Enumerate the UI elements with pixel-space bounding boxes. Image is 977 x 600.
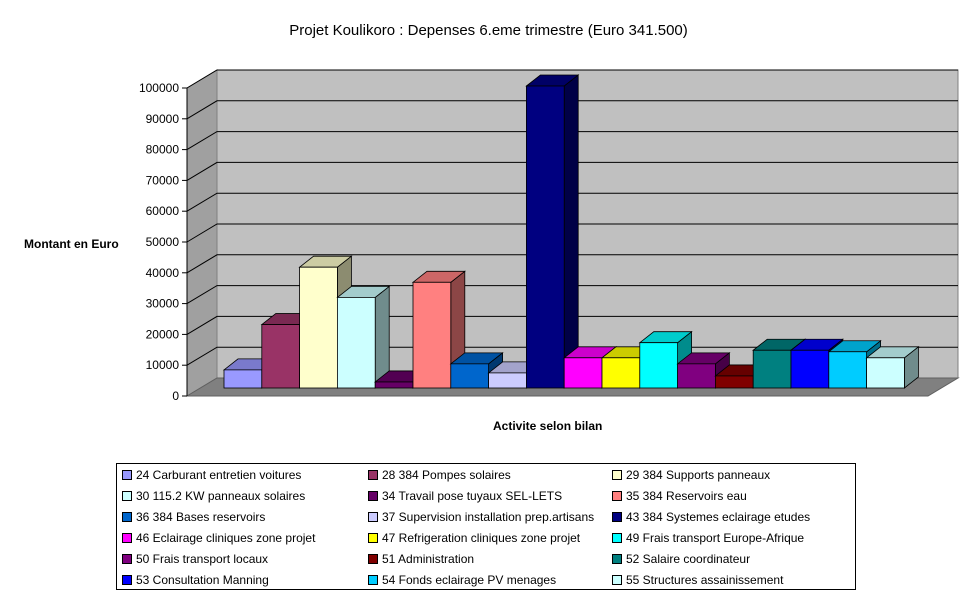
legend-swatch bbox=[122, 554, 132, 564]
legend-label: 49 Frais transport Europe-Afrique bbox=[626, 531, 805, 545]
legend-label: 50 Frais transport locaux bbox=[136, 552, 269, 566]
legend-label: 28 384 Pompes solaires bbox=[382, 468, 511, 482]
legend-label: 30 115.2 KW panneaux solaires bbox=[136, 489, 306, 503]
y-tick-label: 100000 bbox=[138, 81, 179, 95]
legend-swatch bbox=[368, 575, 378, 585]
legend-swatch bbox=[122, 491, 132, 501]
legend-item bbox=[612, 489, 747, 503]
legend-item bbox=[612, 573, 783, 587]
legend-item bbox=[122, 573, 269, 587]
bar-front bbox=[867, 358, 905, 388]
bar-front bbox=[451, 364, 489, 388]
legend-label: 46 Eclairage cliniques zone projet bbox=[136, 531, 316, 545]
bar-front bbox=[262, 325, 300, 388]
legend-swatch bbox=[612, 512, 622, 522]
y-tick-label: 30000 bbox=[145, 296, 179, 311]
legend-swatch bbox=[122, 512, 132, 522]
legend-label: 24 Carburant entretien voitures bbox=[136, 468, 302, 482]
y-tick-label: 80000 bbox=[145, 142, 179, 157]
bar-front bbox=[300, 267, 338, 388]
legend-item bbox=[122, 552, 268, 566]
legend-item bbox=[368, 573, 556, 587]
legend-label: 35 384 Reservoirs eau bbox=[626, 489, 747, 503]
y-tick-label: 10000 bbox=[145, 358, 179, 373]
legend-label: 53 Consultation Manning bbox=[136, 573, 269, 587]
bar bbox=[867, 347, 919, 388]
legend-item bbox=[122, 531, 315, 545]
legend-swatch bbox=[368, 554, 378, 564]
legend-item bbox=[612, 468, 770, 482]
legend-label: 36 384 Bases reservoirs bbox=[136, 510, 266, 524]
legend-item bbox=[122, 468, 301, 482]
legend-swatch bbox=[368, 491, 378, 501]
legend-label: 34 Travail pose tuyaux SEL-LETS bbox=[382, 489, 563, 503]
legend-item bbox=[612, 531, 804, 545]
legend-swatch bbox=[612, 554, 622, 564]
bar-front bbox=[413, 282, 451, 388]
legend-item bbox=[122, 489, 305, 503]
bar-front bbox=[829, 352, 867, 388]
bar-front bbox=[489, 373, 527, 388]
legend-label: 55 Structures assainissement bbox=[626, 573, 784, 587]
legend-swatch bbox=[612, 533, 622, 543]
y-tick-label: 40000 bbox=[145, 265, 179, 280]
legend-label: 29 384 Supports panneaux bbox=[626, 468, 771, 482]
y-tick-label: 50000 bbox=[145, 235, 179, 249]
bar-side bbox=[564, 75, 578, 388]
legend-item bbox=[368, 510, 594, 524]
legend-swatch bbox=[122, 575, 132, 585]
legend-item bbox=[612, 510, 810, 524]
bar-front bbox=[791, 350, 829, 388]
bar-front bbox=[678, 364, 716, 388]
legend-swatch bbox=[368, 470, 378, 480]
y-tick-label: 20000 bbox=[145, 327, 179, 342]
legend-item bbox=[368, 552, 474, 566]
legend-item bbox=[368, 531, 580, 545]
y-tick-label: 70000 bbox=[145, 173, 179, 188]
bar-front bbox=[337, 297, 375, 388]
bar-front bbox=[602, 358, 640, 388]
chart-legend bbox=[116, 463, 856, 590]
y-axis-ticks bbox=[139, 81, 187, 403]
legend-label: 51 Administration bbox=[382, 552, 475, 566]
bar-front bbox=[564, 358, 602, 388]
legend-item bbox=[368, 489, 562, 503]
chart-title: Projet Koulikoro : Depenses 6.eme trimestre (Euro 341.500) bbox=[289, 22, 688, 39]
legend-label: 37 Supervision installation prep.artisans bbox=[382, 510, 595, 524]
legend-label: 52 Salaire coordinateur bbox=[626, 552, 751, 566]
bar-front bbox=[375, 382, 413, 388]
bar-front bbox=[640, 343, 678, 388]
bar-front bbox=[224, 370, 262, 388]
bar-front bbox=[526, 86, 564, 388]
y-tick-label: 0 bbox=[172, 389, 179, 403]
legend-label: 47 Refrigeration cliniques zone projet bbox=[382, 531, 581, 545]
legend-swatch bbox=[612, 470, 622, 480]
bar-front bbox=[715, 376, 753, 388]
y-tick-label: 90000 bbox=[145, 111, 179, 126]
bar bbox=[526, 75, 578, 388]
legend-swatch bbox=[368, 533, 378, 543]
bar-front bbox=[753, 350, 791, 388]
legend-item bbox=[368, 468, 511, 482]
y-tick-label: 60000 bbox=[145, 204, 179, 219]
legend-label: 43 384 Systemes eclairage etudes bbox=[626, 510, 811, 524]
legend-swatch bbox=[612, 575, 622, 585]
y-axis-label: Montant en Euro bbox=[24, 237, 119, 251]
legend-item bbox=[122, 510, 265, 524]
legend-item bbox=[612, 552, 750, 566]
bar bbox=[337, 286, 389, 388]
legend-label: 54 Fonds eclairage PV menages bbox=[382, 573, 557, 587]
legend-swatch bbox=[368, 512, 378, 522]
x-axis-label: Activite selon bilan bbox=[493, 419, 603, 433]
legend-swatch bbox=[122, 470, 132, 480]
legend-swatch bbox=[122, 533, 132, 543]
legend-swatch bbox=[612, 491, 622, 501]
